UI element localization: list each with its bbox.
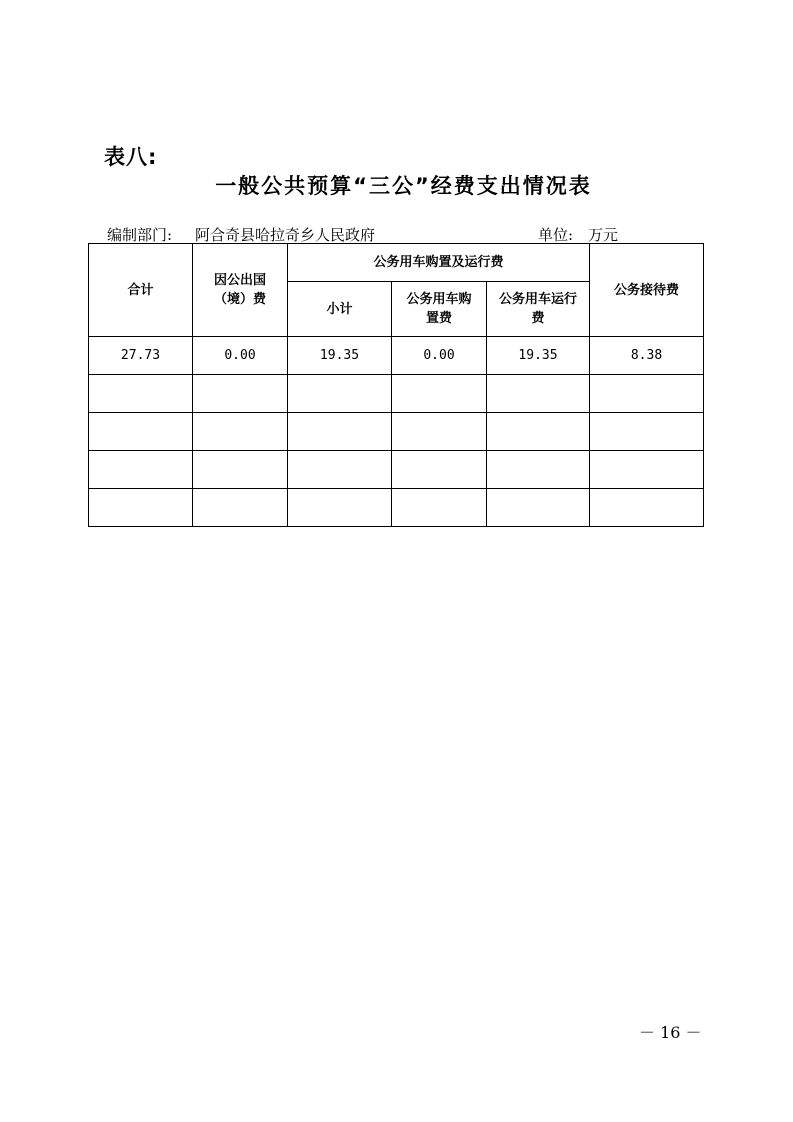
table-cell bbox=[392, 375, 487, 413]
compiling-unit-value: 阿合奇县哈拉奇乡人民政府 bbox=[195, 226, 376, 244]
header-purchase-line-2: 置费 bbox=[425, 311, 452, 326]
table-cell bbox=[193, 375, 288, 413]
header-reception-expense: 公务接待费 bbox=[590, 244, 704, 337]
table-cell bbox=[288, 375, 392, 413]
table-row bbox=[89, 451, 704, 489]
table-cell bbox=[590, 489, 704, 527]
table-cell: 8.38 bbox=[590, 337, 704, 375]
header-row-1 bbox=[89, 244, 704, 282]
table-cell bbox=[193, 413, 288, 451]
table-cell bbox=[487, 413, 590, 451]
table-cell: 27.73 bbox=[89, 337, 193, 375]
table-cell: 19.35 bbox=[487, 337, 590, 375]
header-overseas-expense bbox=[193, 244, 288, 337]
table-row bbox=[89, 489, 704, 527]
table-cell bbox=[288, 413, 392, 451]
table-cell bbox=[590, 413, 704, 451]
table-cell bbox=[487, 451, 590, 489]
table-cell bbox=[288, 451, 392, 489]
currency-unit-value: 万元 bbox=[588, 226, 619, 244]
header-purchase-line-1: 公务用车购 bbox=[406, 292, 472, 307]
compiling-unit-label: 编制部门: bbox=[107, 226, 173, 244]
table-cell bbox=[590, 375, 704, 413]
table-cell bbox=[89, 413, 193, 451]
table-cell: 0.00 bbox=[392, 337, 487, 375]
table-cell bbox=[487, 375, 590, 413]
table-cell bbox=[193, 489, 288, 527]
table-cell bbox=[392, 451, 487, 489]
table-row bbox=[89, 375, 704, 413]
table-number-label: 表八: bbox=[104, 145, 158, 169]
three-public-expenses-table bbox=[88, 243, 704, 527]
currency-unit-label: 单位: bbox=[538, 226, 574, 244]
header-overseas-line-1: 因公出国 bbox=[213, 273, 266, 288]
table-cell bbox=[392, 413, 487, 451]
table-cell bbox=[590, 451, 704, 489]
table-cell bbox=[487, 489, 590, 527]
document-title: 一般公共预算“三公”经费支出情况表 bbox=[215, 174, 592, 198]
table-cell: 0.00 bbox=[193, 337, 288, 375]
header-subtotal: 小计 bbox=[288, 282, 392, 337]
header-vehicle-operation bbox=[487, 282, 590, 337]
table-cell bbox=[288, 489, 392, 527]
table-cell bbox=[89, 489, 193, 527]
header-operation-line-1: 公务用车运行 bbox=[498, 292, 577, 307]
page-number: － 16 － bbox=[639, 1023, 702, 1042]
table-cell bbox=[89, 375, 193, 413]
header-vehicle-group: 公务用车购置及运行费 bbox=[288, 244, 590, 282]
header-total: 合计 bbox=[89, 244, 193, 337]
table-row bbox=[89, 413, 704, 451]
table-cell bbox=[193, 451, 288, 489]
table-cell: 19.35 bbox=[288, 337, 392, 375]
header-operation-line-2: 费 bbox=[531, 311, 545, 326]
table-row bbox=[89, 337, 704, 375]
table-cell bbox=[392, 489, 487, 527]
header-overseas-line-2: （境）费 bbox=[213, 292, 266, 307]
header-vehicle-purchase bbox=[392, 282, 487, 337]
table-cell bbox=[89, 451, 193, 489]
